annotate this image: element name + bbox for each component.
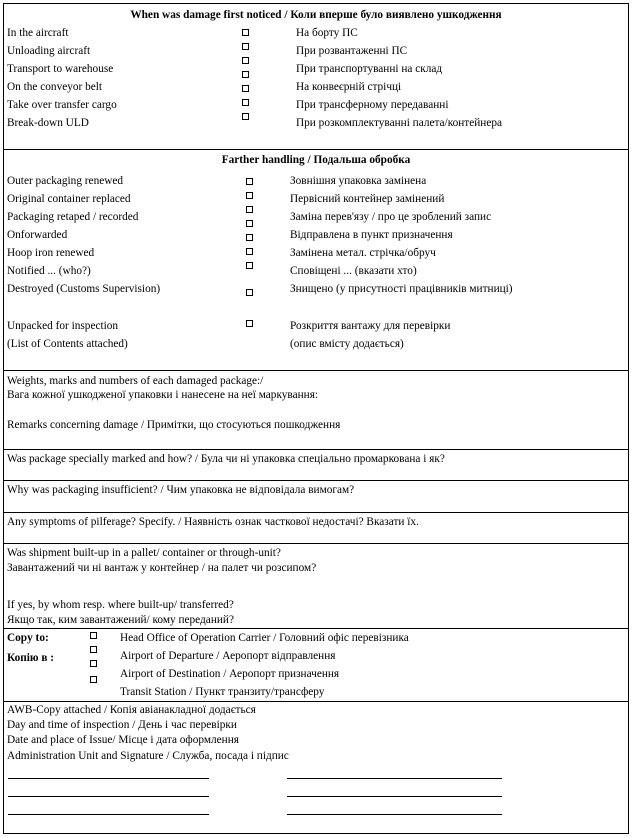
inspection-datetime-label: Day and time of inspection / День і час перевірки [7, 719, 237, 731]
section-divider [4, 543, 628, 544]
option-label-en: Hoop iron renewed [7, 247, 95, 259]
damage-report-form [3, 3, 629, 834]
copy-recipient: Head Office of Operation Carrier / Головний офіс перевізника [120, 632, 409, 644]
option-label-en: Take over transfer cargo [7, 99, 117, 111]
copy-recipient: Transit Station / Пункт транзиту/трансферу [120, 686, 325, 698]
option-label-ua: На борту ПС [296, 27, 358, 39]
checkbox[interactable] [246, 220, 253, 227]
option-label-en: Onforwarded [7, 229, 68, 241]
option-label-ua: Відправлена в пункт призначення [290, 229, 453, 241]
checkbox[interactable] [242, 113, 249, 120]
option-label-en: In the aircraft [7, 27, 69, 39]
checkbox[interactable] [90, 676, 97, 683]
option-label-en: Original container replaced [7, 193, 131, 205]
section-divider [4, 149, 628, 150]
checkbox[interactable] [246, 234, 253, 241]
checkbox[interactable] [242, 29, 249, 36]
signature-line[interactable] [8, 796, 209, 797]
option-label-en: Packaging retaped / recorded [7, 211, 139, 223]
signature-line[interactable] [287, 796, 502, 797]
checkbox[interactable] [90, 632, 97, 639]
option-label-en: Outer packaging renewed [7, 175, 124, 187]
checkbox[interactable] [242, 71, 249, 78]
question-package-marked: Was package specially marked and how? / Була чи ні упаковка спеціально промаркована і як? [7, 453, 445, 465]
signature-label: Administration Unit and Signature / Служба, посада і підпис [7, 750, 289, 762]
section-divider [4, 370, 628, 371]
signature-line[interactable] [287, 778, 502, 779]
issue-date-place-label: Date and place of Issue/ Місце і дата оформлення [7, 734, 239, 746]
option-label-en: (List of Contents attached) [7, 338, 128, 350]
checkbox[interactable] [242, 43, 249, 50]
section-divider [4, 628, 628, 629]
option-label-ua: На конвеєрній стрічці [296, 81, 402, 93]
copy-recipient: Airport of Destination / Аеропорт призначення [120, 668, 340, 680]
signature-line[interactable] [287, 814, 502, 815]
checkbox[interactable] [246, 178, 253, 185]
weights-label-ua: Вага кожної ушкодженої упаковки і нанесене на неї маркування: [7, 389, 319, 401]
option-label-ua: Розкриття вантажу для перевірки [290, 320, 451, 332]
option-label-en: Destroyed (Customs Supervision) [7, 283, 161, 295]
question-by-whom-ua: Якщо так, ким завантажений/ кому переданий? [7, 614, 234, 626]
question-packaging-insufficient: Why was packaging insufficient? / Чим упаковка не відповідала вимогам? [7, 484, 355, 496]
section-divider [4, 480, 628, 481]
checkbox[interactable] [242, 99, 249, 106]
signature-line[interactable] [8, 814, 209, 815]
option-label-ua: Первісний контейнер замінений [290, 193, 445, 205]
weights-label-en: Weights, marks and numbers of each damaged package:/ [7, 375, 264, 387]
option-label-ua: Сповіщені ... (вказати хто) [290, 265, 417, 277]
option-label-en: Unloading aircraft [7, 45, 91, 57]
question-pilferage: Any symptoms of pilferage? Specify. / Наявність ознак часткової недостачі? Вказати їх. [7, 516, 419, 528]
option-label-en: On the conveyor belt [7, 81, 103, 93]
section-divider [4, 512, 628, 513]
checkbox[interactable] [90, 660, 97, 667]
remarks-label: Remarks concerning damage / Примітки, що стосуються пошкодження [7, 419, 341, 431]
option-label-ua: При транспортуванні на склад [296, 63, 443, 75]
awb-copy-label: AWB-Copy attached / Копія авіанакладної додається [7, 704, 256, 716]
checkbox[interactable] [242, 85, 249, 92]
checkbox[interactable] [246, 192, 253, 199]
checkbox[interactable] [246, 289, 253, 296]
option-label-ua: При розкомплектуванні палета/контейнера [296, 117, 503, 129]
option-label-en: Transport to warehouse [7, 63, 114, 75]
copy-to-label-ua: Копію в : [7, 652, 55, 664]
option-label-en: Notified ... (who?) [7, 265, 91, 277]
option-label-ua: При трансферному передаванні [296, 99, 449, 111]
checkbox[interactable] [242, 57, 249, 64]
signature-line[interactable] [8, 778, 209, 779]
checkbox[interactable] [246, 206, 253, 213]
checkbox[interactable] [246, 248, 253, 255]
option-label-ua: Замінена метал. стрічка/обруч [290, 247, 436, 259]
checkbox[interactable] [246, 320, 253, 327]
option-label-ua: (опис вмісту додається) [290, 338, 404, 350]
option-label-ua: Зовнішня упаковка замінена [290, 175, 427, 187]
section-divider [4, 701, 628, 702]
section-title-damage-noticed: When was damage first noticed / Коли вперше було виявлено ушкодження [130, 9, 502, 21]
question-built-up-ua: Завантажений чи ні вантаж у контейнер / на палет чи розсипом? [7, 562, 317, 574]
copy-to-label-en: Copy to: [7, 632, 49, 644]
question-by-whom-en: If yes, by whom resp. where built-up/ transferred? [7, 599, 234, 611]
copy-recipient: Airport of Departure / Аеропорт відправлення [120, 650, 336, 662]
section-title-farther-handling: Farther handling / Подальша обробка [221, 154, 411, 166]
question-built-up-en: Was shipment built-up in a pallet/ container or through-unit? [7, 547, 281, 559]
section-divider [4, 449, 628, 450]
option-label-ua: При розвантаженні ПС [296, 45, 408, 57]
option-label-ua: Заміна перев'язу / про це зроблений запис [290, 211, 492, 223]
checkbox[interactable] [90, 646, 97, 653]
option-label-en: Break-down ULD [7, 117, 89, 129]
option-label-en: Unpacked for inspection [7, 320, 119, 332]
checkbox[interactable] [246, 262, 253, 269]
option-label-ua: Знищено (у присутності працівників митниці) [290, 283, 513, 295]
